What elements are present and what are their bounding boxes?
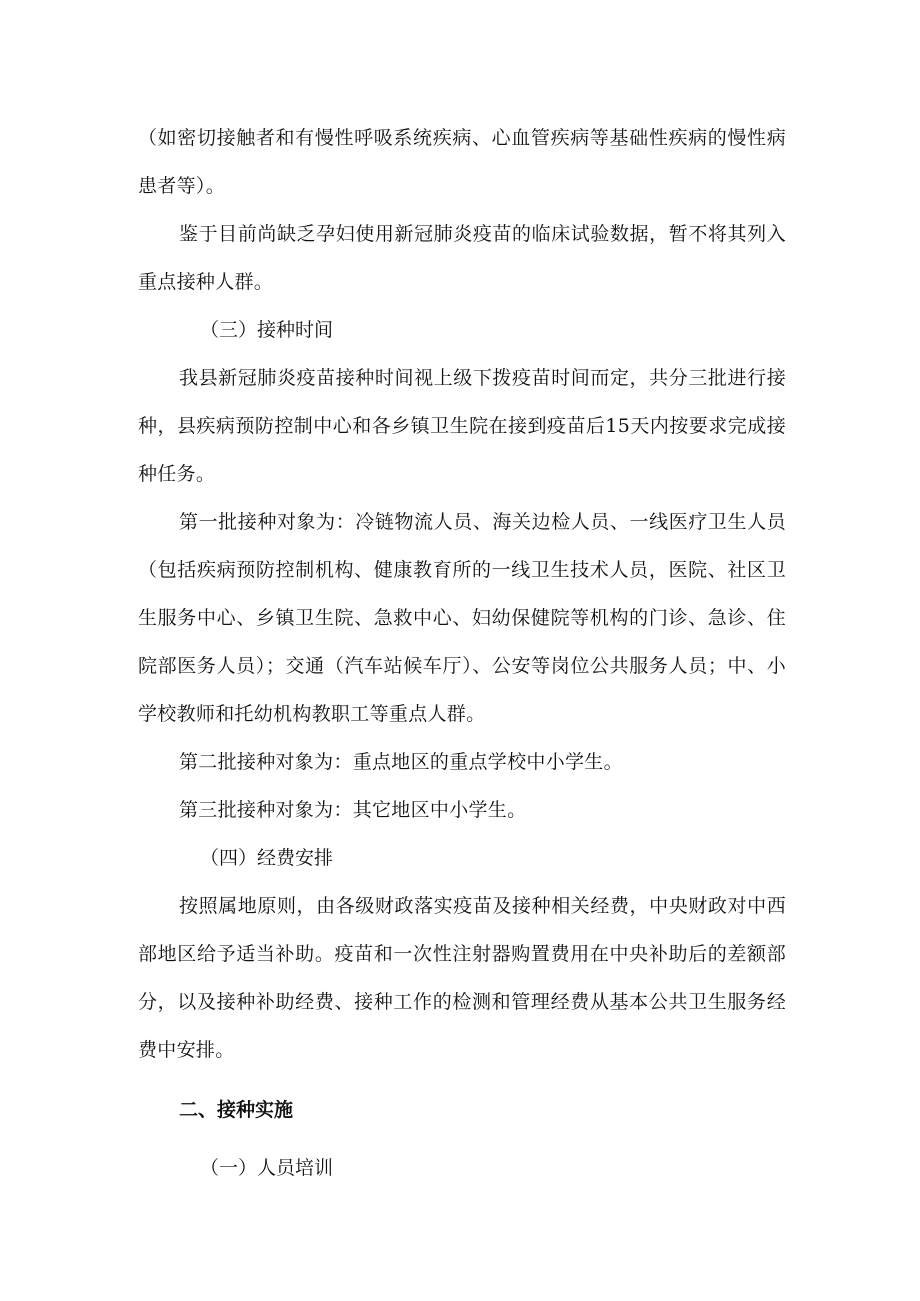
paragraph-high-risk-groups: （如密切接触者和有慢性呼吸系统疾病、心血管疾病等基础性疾病的慢性病患者等）。 bbox=[138, 127, 786, 197]
section-heading-implementation: 二、接种实施 bbox=[179, 1099, 294, 1121]
subheading-staff-training: （一）人员培训 bbox=[200, 1157, 334, 1179]
paragraph-pregnant-women: 鉴于目前尚缺乏孕妇使用新冠肺炎疫苗的临床试验数据，暂不将其列入重点接种人群。 bbox=[138, 223, 786, 293]
document-body bbox=[138, 114, 786, 1192]
paragraph-funding-arrangement: 按照属地原则，由各级财政落实疫苗及接种相关经费，中央财政对中西部地区给予适当补助。疫苗和一次性注射器购置费用在中央补助后的差额部分，以及接种补助经费、接种工作的检测和管理经费从基本公共卫生服务经费中安排。 bbox=[138, 895, 786, 1061]
paragraph-second-batch: 第二批接种对象为：重点地区的重点学校中小学生。 bbox=[179, 751, 623, 773]
paragraph-vaccination-schedule: 我县新冠肺炎疫苗接种时间视上级下拨疫苗时间而定，共分三批进行接种，县疾病预防控制中心和各乡镇卫生院在接到疫苗后15天内按要求完成接种任务。 bbox=[138, 367, 786, 485]
paragraph-first-batch: 第一批接种对象为：冷链物流人员、海关边检人员、一线医疗卫生人员（包括疾病预防控制机构、健康教育所的一线卫生技术人员，医院、社区卫生服务中心、乡镇卫生院、急救中心、妇幼保健院等机构的门诊、急诊、住院部医务人员）；交通（汽车站候车厅）、公安等岗位公共服务人员；中、小学校教师和托幼机构教职工等重点人群。 bbox=[138, 511, 786, 725]
paragraph-third-batch: 第三批接种对象为：其它地区中小学生。 bbox=[179, 799, 527, 821]
subheading-vaccination-time: （三）接种时间 bbox=[200, 319, 334, 341]
subheading-funding: （四）经费安排 bbox=[200, 847, 334, 869]
